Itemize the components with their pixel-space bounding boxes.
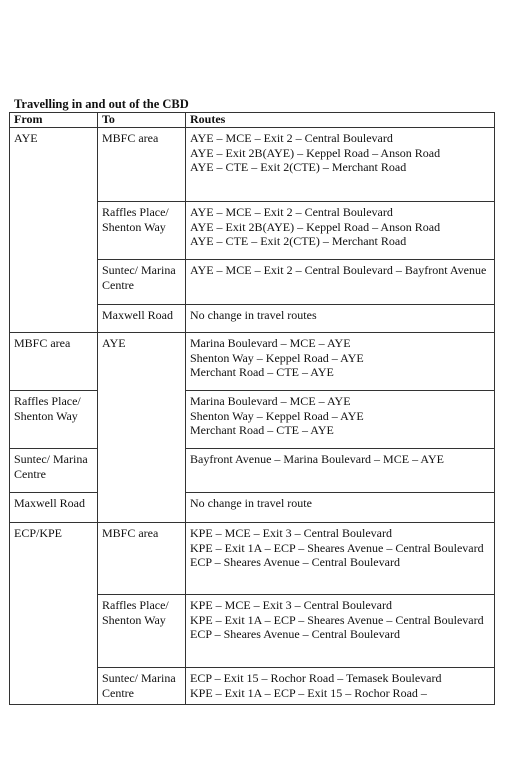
- route-line: Shenton Way – Keppel Road – AYE: [190, 408, 364, 423]
- to-cell: Raffles Place/ Shenton Way: [98, 202, 186, 260]
- header-routes: Routes: [186, 113, 495, 128]
- header-to: To: [98, 113, 186, 128]
- routes-cell: [186, 391, 495, 449]
- routes-cell: [186, 668, 495, 705]
- route-line: KPE – Exit 1A – ECP – Exit 15 – Rochor Road –: [190, 685, 427, 700]
- route-line: KPE – MCE – Exit 3 – Central Boulevard: [190, 526, 392, 540]
- route-line: Bayfront Avenue – Marina Boulevard – MCE – AYE: [190, 452, 444, 466]
- route-line: AYE – Exit 2B(AYE) – Keppel Road – Anson Road: [190, 219, 441, 234]
- route-line: Shenton Way – Keppel Road – AYE: [190, 350, 364, 365]
- from-cell: AYE: [10, 128, 98, 333]
- table-row: [10, 493, 495, 523]
- routes-cell: [186, 523, 495, 595]
- table-row: [10, 523, 495, 595]
- route-line: ECP – Exit 15 – Rochor Road – Temasek Boulevard: [190, 671, 442, 685]
- routes-cell: [186, 305, 495, 333]
- routes-cell: [186, 333, 495, 391]
- routes-cell: [186, 449, 495, 493]
- route-line: Merchant Road – CTE – AYE: [190, 423, 334, 438]
- route-line: Marina Boulevard – MCE – AYE: [190, 394, 351, 408]
- route-line: AYE – CTE – Exit 2(CTE) – Merchant Road: [190, 160, 407, 175]
- header-row: [10, 113, 495, 128]
- from-cell: Maxwell Road: [10, 493, 98, 523]
- table-row: [10, 449, 495, 493]
- header-from: From: [10, 113, 98, 128]
- route-line: AYE – MCE – Exit 2 – Central Boulevard: [190, 131, 393, 145]
- to-cell: MBFC area: [98, 128, 186, 202]
- to-cell: MBFC area: [98, 523, 186, 595]
- route-line: KPE – Exit 1A – ECP – Sheares Avenue – Central Boulevard: [190, 540, 484, 555]
- route-line: Marina Boulevard – MCE – AYE: [190, 336, 351, 350]
- cbd-routes-table: [9, 112, 495, 705]
- from-cell: Suntec/ Marina Centre: [10, 449, 98, 493]
- route-line: AYE – MCE – Exit 2 – Central Boulevard – Bayfront Avenue: [190, 263, 487, 277]
- routes-cell: [186, 128, 495, 202]
- to-cell: Raffles Place/ Shenton Way: [98, 595, 186, 668]
- from-cell: MBFC area: [10, 333, 98, 391]
- route-line: AYE – MCE – Exit 2 – Central Boulevard: [190, 205, 393, 219]
- to-cell: Maxwell Road: [98, 305, 186, 333]
- route-line: KPE – Exit 1A – ECP – Sheares Avenue – Central Boulevard: [190, 612, 484, 627]
- route-line: No change in travel routes: [190, 308, 317, 322]
- route-line: AYE – CTE – Exit 2(CTE) – Merchant Road: [190, 234, 407, 249]
- routes-cell: [186, 493, 495, 523]
- route-line: Merchant Road – CTE – AYE: [190, 365, 334, 380]
- to-cell: Suntec/ Marina Centre: [98, 668, 186, 705]
- table-row: [10, 391, 495, 449]
- table-title: Travelling in and out of the CBD: [14, 97, 189, 111]
- table-row: [10, 333, 495, 391]
- from-cell: Raffles Place/ Shenton Way: [10, 391, 98, 449]
- route-line: KPE – MCE – Exit 3 – Central Boulevard: [190, 598, 392, 612]
- routes-cell: [186, 202, 495, 260]
- routes-cell: [186, 595, 495, 668]
- route-line: No change in travel route: [190, 496, 312, 510]
- to-cell: AYE: [98, 333, 186, 523]
- from-cell: ECP/KPE: [10, 523, 98, 705]
- route-line: ECP – Sheares Avenue – Central Boulevard: [190, 627, 400, 642]
- routes-cell: [186, 260, 495, 305]
- route-line: AYE – Exit 2B(AYE) – Keppel Road – Anson Road: [190, 145, 441, 160]
- to-cell: Suntec/ Marina Centre: [98, 260, 186, 305]
- route-line: ECP – Sheares Avenue – Central Boulevard: [190, 555, 400, 570]
- table-row: [10, 128, 495, 202]
